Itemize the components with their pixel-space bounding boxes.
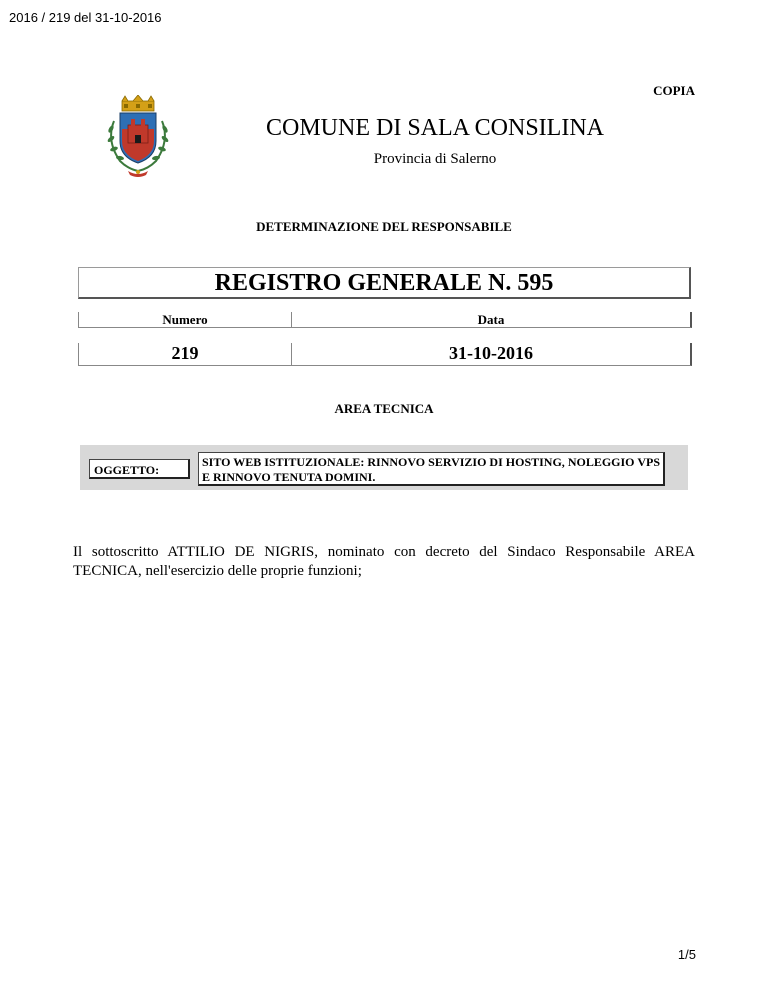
body-paragraph: Il sottoscritto ATTILIO DE NIGRIS, nominato con decreto del Sindaco Responsabile AREA TECNICA, nell'esercizio delle proprie funzioni; bbox=[73, 544, 695, 579]
registro-generale-box: REGISTRO GENERALE N. 595 bbox=[78, 267, 691, 299]
copia-label: COPIA bbox=[653, 83, 695, 98]
oggetto-label: OGGETTO: bbox=[89, 459, 190, 479]
page-number: 1/5 bbox=[677, 947, 696, 962]
area-title: AREA TECNICA bbox=[334, 401, 434, 416]
oggetto-text: SITO WEB ISTITUZIONALE: RINNOVO SERVIZIO DI HOSTING, NOLEGGIO VPS E RINNOVO TENUTA DOMINI. bbox=[198, 452, 665, 486]
data-header: Data bbox=[291, 312, 692, 328]
provincia-subtitle: Provincia di Salerno bbox=[373, 151, 497, 167]
document-type-title: DETERMINAZIONE DEL RESPONSABILE bbox=[256, 219, 512, 234]
comune-title: COMUNE DI SALA CONSILINA bbox=[265, 115, 604, 141]
numero-header: Numero bbox=[78, 312, 291, 328]
numero-value: 219 bbox=[78, 343, 291, 366]
data-value: 31-10-2016 bbox=[291, 343, 692, 366]
header-stamp: 2016 / 219 del 31-10-2016 bbox=[9, 10, 162, 25]
